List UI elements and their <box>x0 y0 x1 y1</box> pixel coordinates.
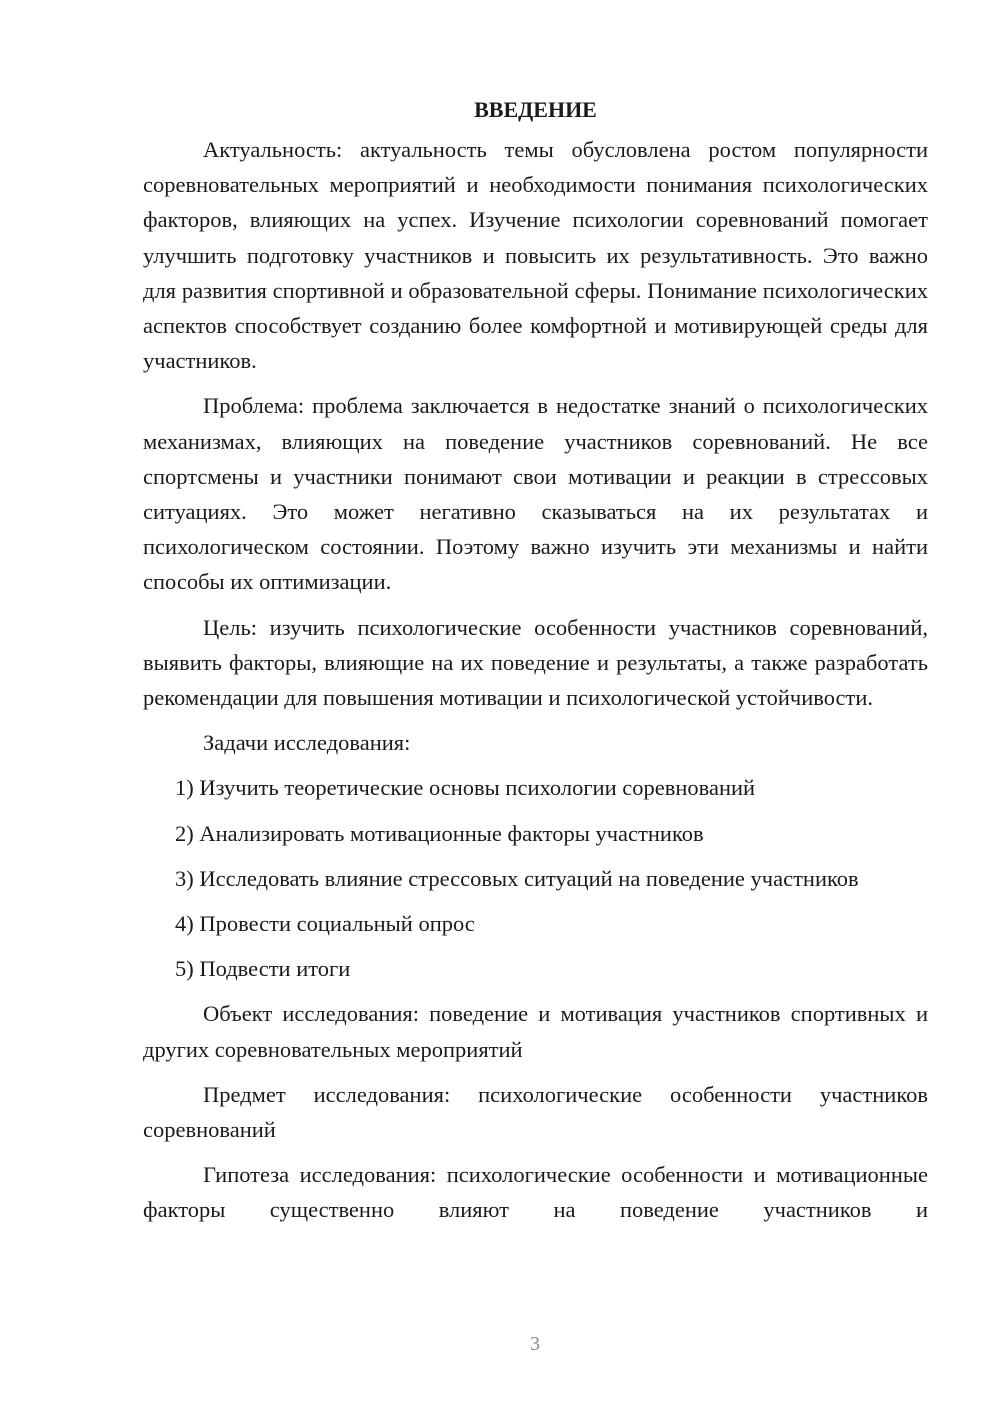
document-heading: ВВЕДЕНИЕ <box>474 97 597 122</box>
task-item: 5) Подвести итоги <box>175 956 351 982</box>
object-paragraph: Объект исследования: поведение и мотивация участников спортивных и других соревновательных мероприятий <box>143 1001 928 1062</box>
hypothesis-paragraph: Гипотеза исследования: психологические особенности и мотивационные факторы существенно влияют на поведение участников и <box>143 1162 928 1223</box>
tasks-list <box>143 770 928 986</box>
page-number: 3 <box>530 1333 540 1355</box>
relevance-paragraph: Актуальность: актуальность темы обусловлена ростом популярности соревновательных мероприятий и необходимости понимания психологических факторов, влияющих на успех. Изучение психологии соревнований помогает улучшить подготовку участников и повысить их результативность. Это важно для развития спортивной и образовательной сферы. Понимание психологических аспектов способствует созданию более комфортной и мотивирующей среды для участников. <box>143 137 928 374</box>
task-item: 1) Изучить теоретические основы психологии соревнований <box>175 775 756 801</box>
task-item: 2) Анализировать мотивационные факторы участников <box>175 820 704 846</box>
subject-paragraph: Предмет исследования: психологические особенности участников соревнований <box>143 1081 928 1143</box>
task-item: 4) Провести социальный опрос <box>175 911 475 937</box>
task-item: 3) Исследовать влияние стрессовых ситуаций на поведение участников <box>175 865 859 891</box>
problem-paragraph: Проблема: проблема заключается в недостатке знаний о психологических механизмах, влияющих на поведение участников соревнований. Не все спортсмены и участники понимают свои мотивации и реакции в стрессовых ситуациях. Это может негативно сказываться на их результатах и психологическом состоянии. Поэтому важно изучить эти механизмы и найти способы их оптимизации. <box>143 393 928 595</box>
goal-paragraph: Цель: изучить психологические особенности участников соревнований, выявить факторы, влияющие на их поведение и результаты, а также разработать рекомендации для повышения мотивации и психологической устойчивости. <box>143 614 928 711</box>
document-page <box>143 92 928 1238</box>
tasks-title: Задачи исследования: <box>203 730 411 756</box>
